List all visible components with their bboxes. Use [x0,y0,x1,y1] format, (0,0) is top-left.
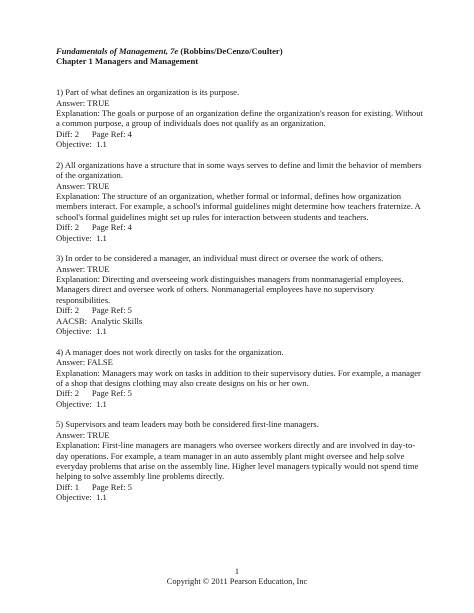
question-diff-page: Diff: 2 Page Ref: 4 [56,128,132,139]
question-block [56,87,426,149]
page-number: 1 [234,567,240,576]
question-block [56,160,426,243]
question-answer: Answer: TRUE [56,97,110,108]
document-header [56,46,426,67]
copyright-notice: Copyright © 2011 Pearson Education, Inc [166,577,308,586]
question-answer: Answer: TRUE [56,180,110,191]
question-objective: Objective: 1.1 [56,232,107,243]
question-diff-page: Diff: 1 Page Ref: 5 [56,481,132,492]
question-explanation: Explanation: The goals or purpose of an organization define the organization's reason for existing. Without a common purpose, a group of individuals does not qualify as an organization. [56,108,423,129]
question-explanation: Explanation: Directing and overseeing work distinguishes managers from nonmanagerial employees. Managers direct and oversee work of others. Nonmanagerial employees have no supervisory responsibilities. [56,274,404,305]
question-aacsb: AACSB: Analytic Skills [56,315,143,326]
question-explanation: Explanation: The structure of an organization, whether formal or informal, defines how organization members interact. For example, a school's informal guidelines might determine how teachers fraternize. A school's formal guidelines might set up rules for interaction between students and teachers. [56,191,421,222]
question-block [56,347,426,409]
question-prompt: 2) All organizations have a structure that in some ways serves to define and limit the behavior of members of the organization. [56,159,422,181]
question-explanation: Explanation: First-line managers are managers who oversee workers directly and are involved in day-to-day operations. For example, a team manager in an auto assembly plant might oversee and help solve everyday problems that arise on the assembly line. Higher level managers typically would not spend time helping to solve assembly line problems directly. [56,440,419,482]
question-answer: Answer: FALSE [56,357,113,368]
document-body [56,46,426,503]
book-title: Fundamentals of Management, 7e [56,46,179,56]
chapter-title: Chapter 1 Managers and Management [56,56,199,67]
question-answer: Answer: TRUE [56,263,110,274]
question-diff-page: Diff: 2 Page Ref: 5 [56,305,132,316]
question-prompt: 4) A manager does not work directly on tasks for the organization. [56,346,284,357]
question-objective: Objective: 1.1 [56,492,107,503]
question-block [56,419,426,502]
question-prompt: 3) In order to be considered a manager, an individual must direct or oversee the work of others. [56,253,384,264]
book-authors: (Robbins/DeCenzo/Coulter) [180,46,283,56]
question-explanation: Explanation: Managers may work on tasks in addition to their supervisory duties. For example, a manager of a shop that designs clothing may also create designs on his or her own. [56,367,421,388]
question-answer: Answer: TRUE [56,429,110,440]
question-diff-page: Diff: 2 Page Ref: 4 [56,222,132,233]
question-objective: Objective: 1.1 [56,139,107,150]
question-objective: Objective: 1.1 [56,326,107,337]
question-objective: Objective: 1.1 [56,398,107,409]
question-block [56,253,426,336]
question-prompt: 5) Supervisors and team leaders may both be considered first-line managers. [56,419,319,430]
question-prompt: 1) Part of what defines an organization is its purpose. [56,87,240,98]
question-diff-page: Diff: 2 Page Ref: 5 [56,388,132,399]
book-title-line [56,46,426,56]
